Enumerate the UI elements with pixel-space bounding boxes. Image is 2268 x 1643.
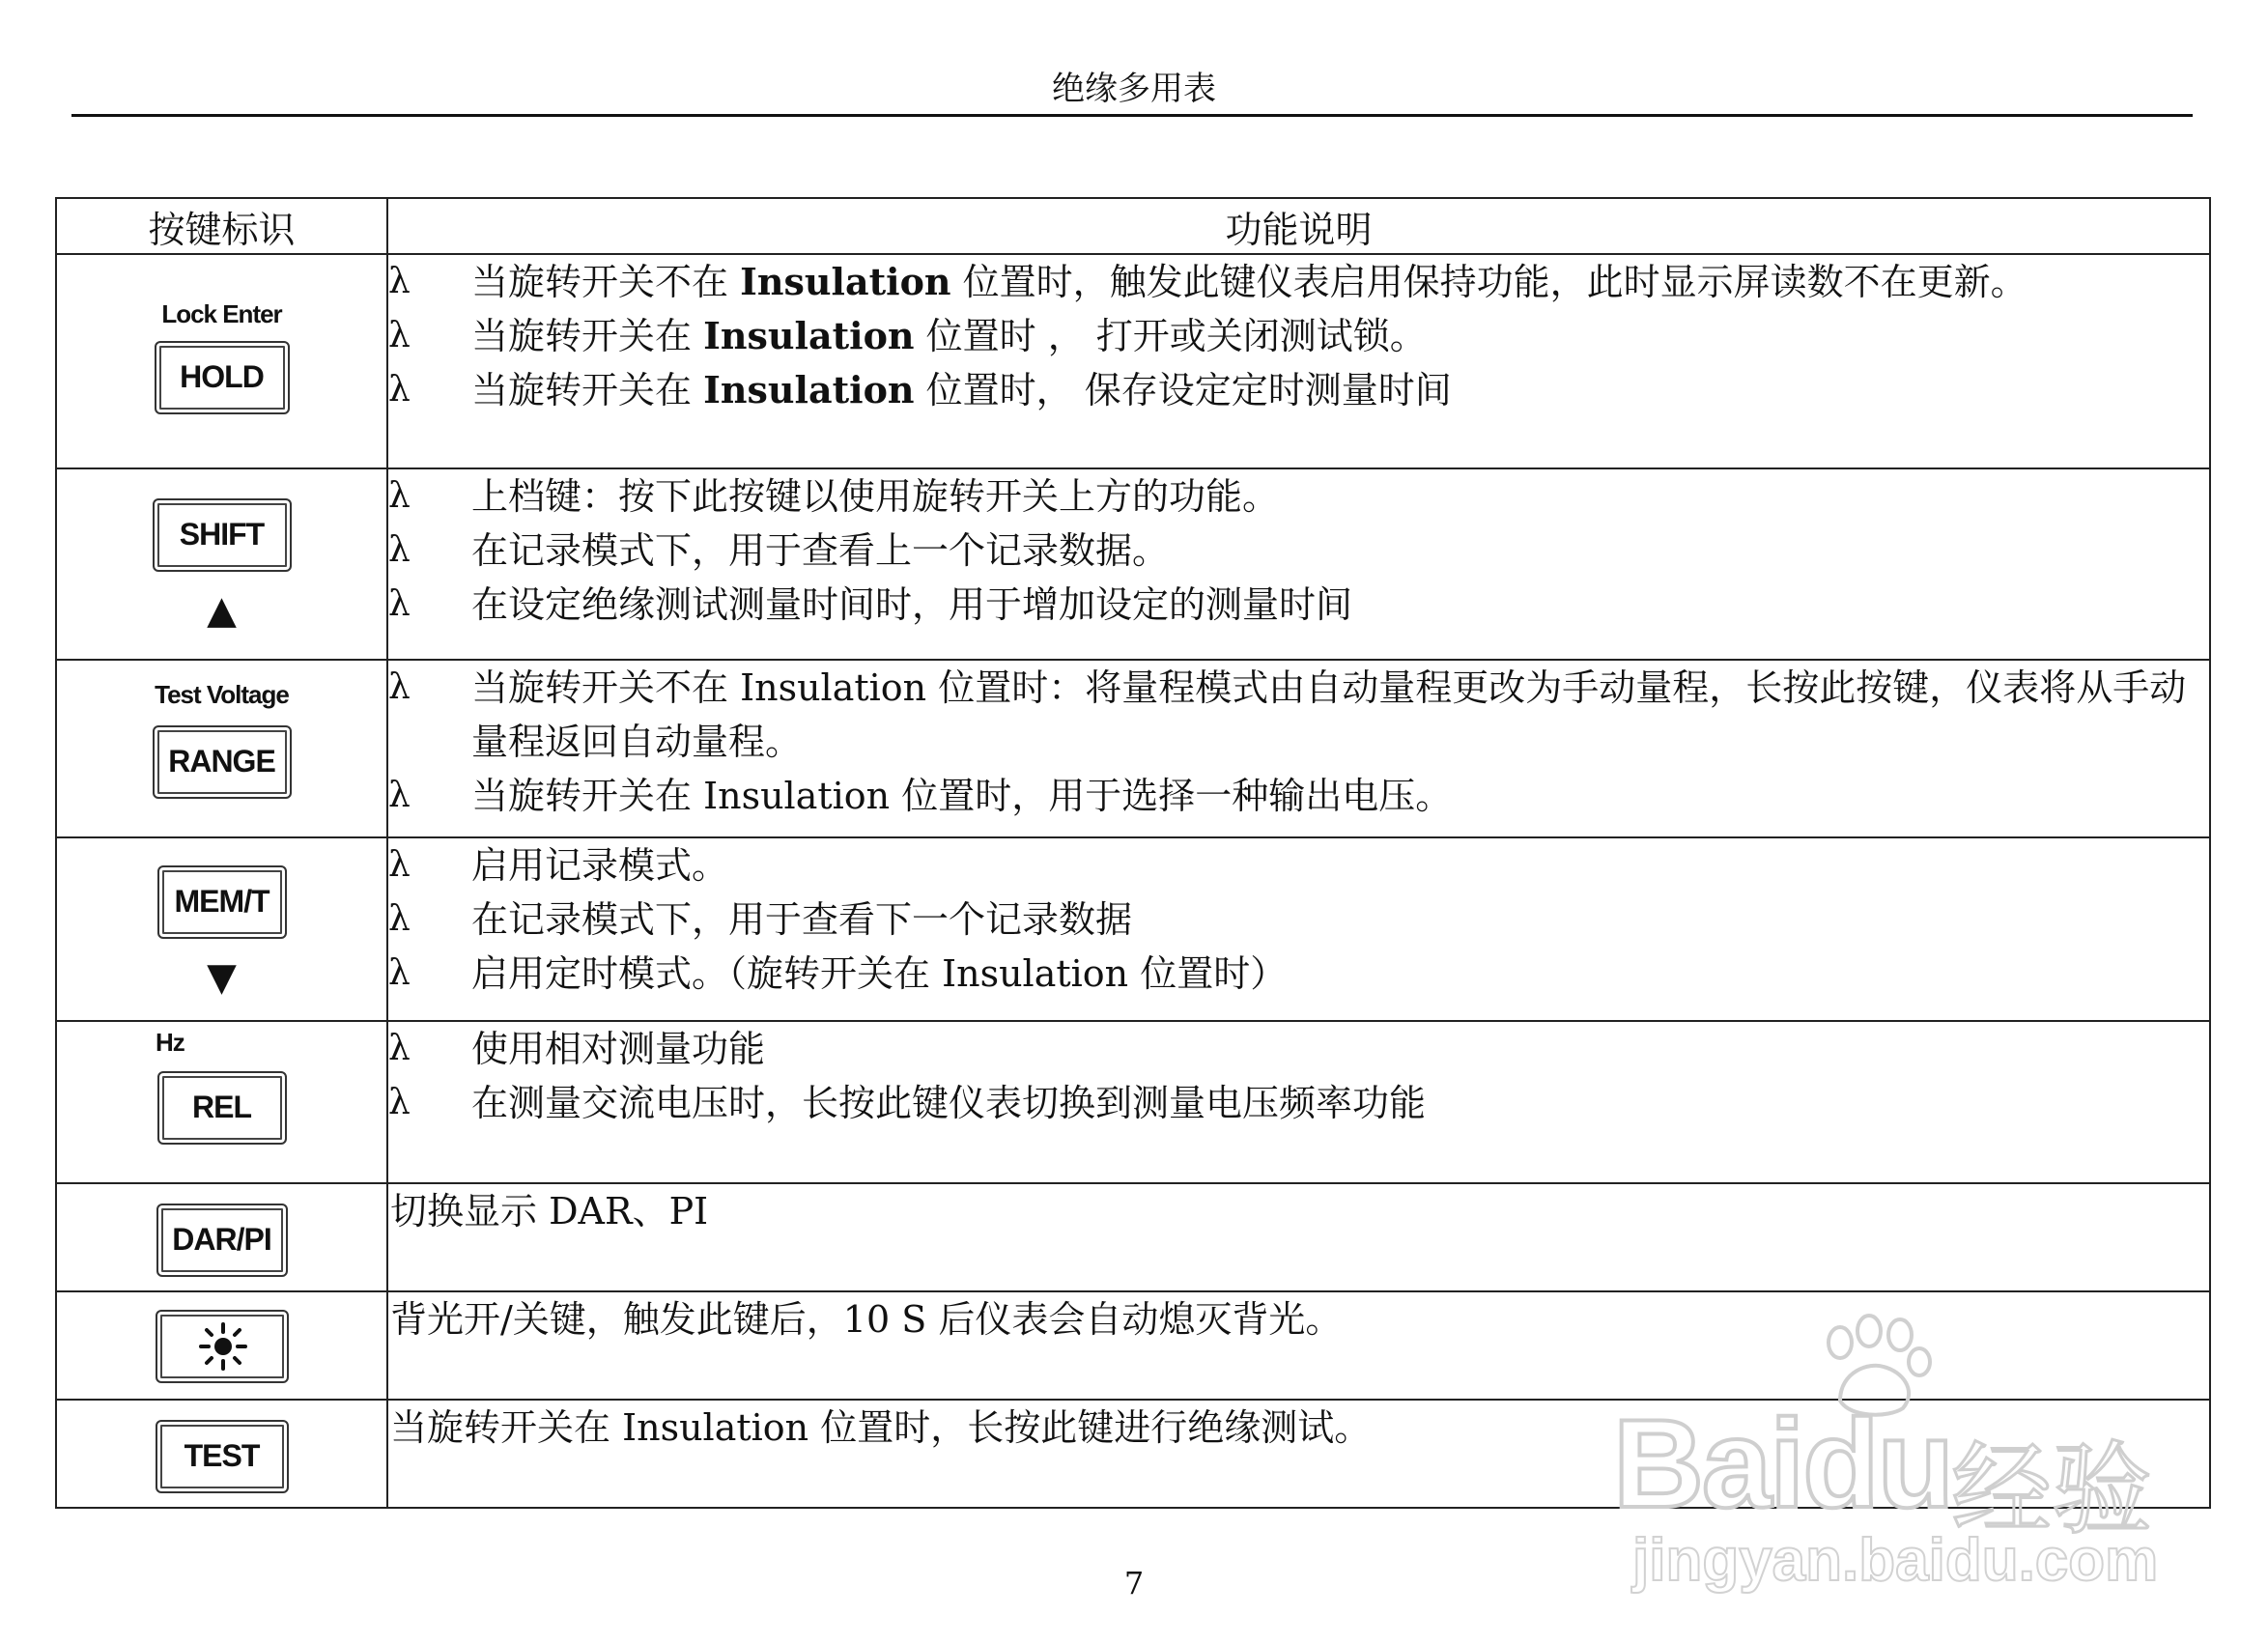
table-header-row [56, 198, 2210, 254]
list-item-text: 在记录模式下，用于查看下一个记录数据 [471, 898, 1133, 941]
text-bold: Insulation [703, 314, 915, 357]
list-item [388, 578, 2209, 632]
text-segment: 当旋转开关在 [471, 315, 704, 357]
shift-key-button: SHIFT [153, 498, 292, 572]
watermark-brand-part: du [1802, 1393, 1953, 1534]
key-cell-rel [56, 1021, 387, 1183]
text-segment: 位置时 ， 打开或关闭测试锁。 [914, 315, 1427, 357]
function-cell [387, 468, 2210, 660]
list-item-text: 在设定绝缘测试测量时间时，用于增加设定的测量时间 [471, 583, 1353, 626]
range-key-button: RANGE [153, 725, 292, 799]
up-arrow-icon: ▲ [207, 588, 237, 633]
test-key-button: TEST [156, 1420, 289, 1493]
list-item [388, 524, 2209, 578]
table-row [56, 254, 2210, 468]
watermark-brand-part: Bai [1613, 1393, 1803, 1534]
baidu-watermark [1603, 1333, 2183, 1603]
key-cell-backlight [56, 1291, 387, 1400]
list-item-text: 当旋转开关不在 Insulation 位置时：将量程模式由自动量程更改为手动量程，长按此按键，仪表将从手动量程返回自动量程。 [471, 666, 2187, 763]
function-cell [387, 660, 2210, 837]
list-item [388, 892, 2209, 947]
function-cell [387, 1021, 2210, 1183]
table-row [56, 1183, 2210, 1291]
list-item-text: 在记录模式下，用于查看上一个记录数据。 [471, 529, 1170, 572]
watermark-url: jingyan.baidu.com [1632, 1527, 2159, 1594]
table-row [56, 660, 2210, 837]
key-cell-darpi [56, 1183, 387, 1291]
text-segment: 当旋转开关在 [471, 369, 704, 411]
lambda-bullet-icon: λ [388, 370, 411, 410]
function-cell [387, 1183, 2210, 1291]
darpi-key-button: DAR/PI [156, 1204, 288, 1277]
lambda-bullet-icon: λ [388, 1029, 411, 1068]
lambda-bullet-icon: λ [388, 776, 411, 815]
down-arrow-icon: ▼ [207, 955, 237, 1000]
hold-key-button: HOLD [155, 341, 290, 414]
backlight-key-button [156, 1310, 289, 1383]
list-item [388, 769, 2209, 823]
lambda-bullet-icon: λ [388, 530, 411, 570]
lambda-bullet-icon: λ [388, 845, 411, 885]
key-sublabel: Hz [156, 1028, 184, 1057]
key-cell-shift [56, 468, 387, 660]
list-item [388, 469, 2209, 524]
memt-key-button: MEM/T [157, 865, 287, 939]
list-item [388, 309, 2209, 363]
function-text: 当旋转开关在 Insulation 位置时，长按此键进行绝缘测试。 [390, 1406, 1372, 1449]
page-header-title: 绝缘多用表 [1052, 70, 1216, 108]
watermark-brand [1613, 1391, 1952, 1536]
list-item-text: 在测量交流电压时，长按此键仪表切换到测量电压频率功能 [471, 1082, 1427, 1124]
lambda-bullet-icon: λ [388, 584, 411, 624]
text-bold: Insulation [740, 260, 951, 303]
column-header-function: 功能说明 [387, 198, 2210, 254]
key-sublabel: Lock Enter [161, 299, 282, 328]
text-segment: 当旋转开关不在 [471, 261, 741, 303]
lambda-bullet-icon: λ [388, 953, 411, 993]
function-cell [387, 254, 2210, 468]
list-item [388, 255, 2209, 309]
lambda-bullet-icon: λ [388, 262, 411, 301]
table-row [56, 468, 2210, 660]
lambda-bullet-icon: λ [388, 667, 411, 707]
lambda-bullet-icon: λ [388, 1083, 411, 1122]
list-item [388, 661, 2209, 769]
list-item-text: 使用相对测量功能 [471, 1028, 766, 1070]
key-cell-hold [56, 254, 387, 468]
key-cell-range [56, 660, 387, 837]
backlight-sun-icon [199, 1322, 247, 1371]
text-bold: Insulation [703, 368, 915, 411]
table-row [56, 1021, 2210, 1183]
function-text: 切换显示 DAR、PI [390, 1190, 709, 1232]
list-item [388, 838, 2209, 892]
list-item-text: 上档键：按下此按键以使用旋转开关上方的功能。 [471, 475, 1280, 518]
list-item-text: 启用记录模式。 [471, 844, 729, 887]
list-item-text: 当旋转开关在 Insulation 位置时，用于选择一种输出电压。 [471, 775, 1453, 817]
watermark-cn: 经验 [1951, 1431, 2153, 1548]
table-row [56, 837, 2210, 1021]
key-cell-memt [56, 837, 387, 1021]
lambda-bullet-icon: λ [388, 899, 411, 939]
rel-key-button: REL [157, 1071, 287, 1145]
lambda-bullet-icon: λ [388, 476, 411, 516]
page-number: 7 [1123, 1565, 1145, 1601]
list-item [388, 947, 2209, 1001]
function-text: 背光开/关键，触发此键后，10 S 后仪表会自动熄灭背光。 [390, 1298, 1343, 1341]
key-sublabel: Test Voltage [155, 680, 289, 709]
text-segment: 位置时，触发此键仪表启用保持功能，此时显示屏读数不在更新。 [950, 261, 2027, 303]
lambda-bullet-icon: λ [388, 316, 411, 355]
function-cell [387, 837, 2210, 1021]
list-item-text: 启用定时模式。（旋转开关在 Insulation 位置时） [471, 952, 1288, 995]
list-item [388, 1076, 2209, 1130]
list-item [388, 1022, 2209, 1076]
text-segment: 位置时， 保存设定定时测量时间 [914, 369, 1452, 411]
column-header-key: 按键标识 [56, 198, 387, 254]
key-function-table [55, 197, 2211, 1509]
header-rule [71, 114, 2193, 117]
key-cell-test [56, 1400, 387, 1508]
list-item [388, 363, 2209, 417]
